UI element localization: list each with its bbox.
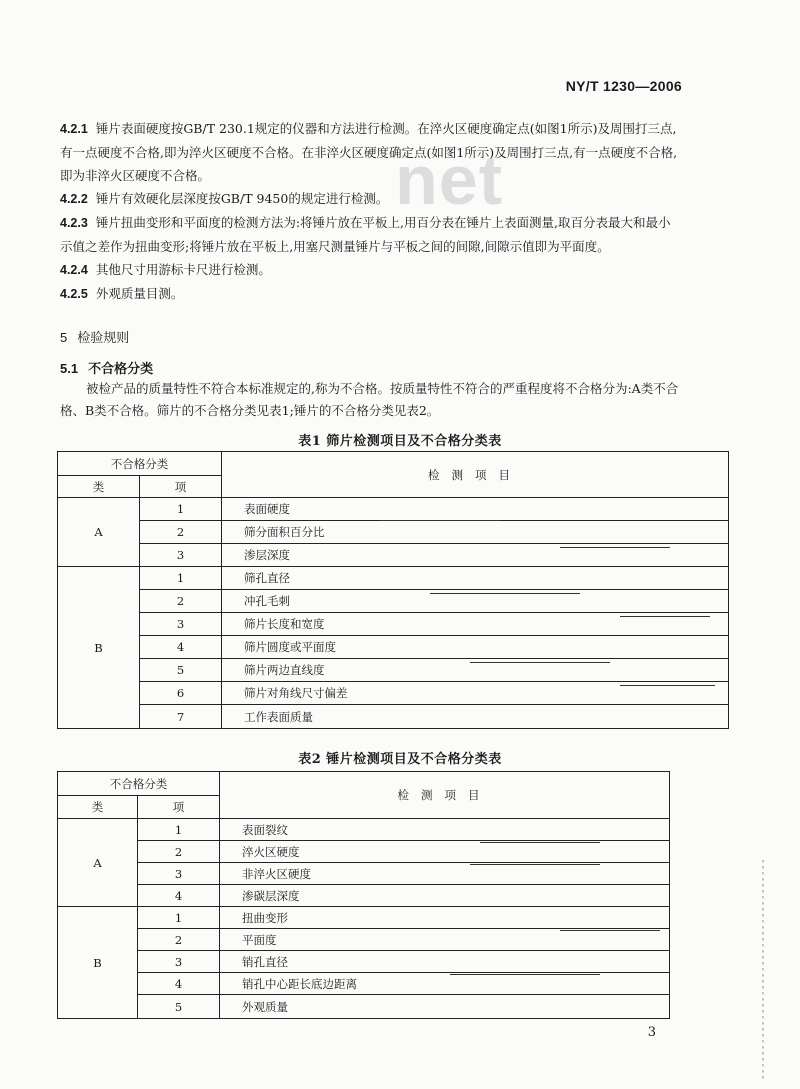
table-row	[58, 929, 670, 951]
item-name: 渗碳层深度	[220, 885, 670, 907]
clause-number: 4.2.2	[60, 192, 88, 206]
item-number: 3	[138, 951, 220, 973]
header-class: 类	[58, 796, 138, 819]
clause-number: 4.2.5	[60, 287, 88, 301]
clause-number: 4.2.4	[60, 263, 88, 277]
item-name: 扭曲变形	[220, 907, 670, 929]
clause-text: 锤片表面硬度按GB/T 230.1规定的仪器和方法进行检测。在淬火区硬度确定点(如图1所示)及周围打三点,有一点硬度不合格,即为淬火区硬度不合格。在非淬火区硬度确定点(如图1所示)及周围打三点,有一点硬度不合格,即为非淬火区硬度不合格。	[60, 121, 678, 183]
scan-line	[450, 974, 600, 975]
item-name: 销孔中心距长底边距离	[220, 973, 670, 995]
item-number: 4	[138, 885, 220, 907]
item-name: 筛孔直径	[222, 567, 729, 590]
table-row	[58, 498, 729, 521]
clause-4-2-3	[60, 211, 682, 258]
clause-4-2-2	[60, 187, 682, 211]
table-row	[58, 973, 670, 995]
item-name: 平面度	[220, 929, 670, 951]
item-number: 2	[140, 590, 222, 613]
item-number: 2	[138, 929, 220, 951]
header-items: 检测项目	[222, 452, 729, 498]
item-name: 筛分面积百分比	[222, 521, 729, 544]
standard-number: NY/T 1230—2006	[565, 78, 682, 94]
table-row	[58, 995, 670, 1019]
header-class: 类	[58, 476, 140, 498]
table2	[57, 771, 670, 1019]
section-title: 不合格分类	[88, 362, 154, 377]
scan-line	[380, 520, 500, 521]
item-name: 渗层深度	[222, 544, 729, 567]
table1	[57, 451, 729, 729]
table-row	[58, 659, 729, 682]
table-row	[58, 590, 729, 613]
scan-edge-dots	[762, 860, 764, 1080]
item-name: 工作表面质量	[222, 705, 729, 729]
scan-line	[560, 930, 660, 931]
item-number: 6	[140, 682, 222, 705]
scan-line	[620, 616, 710, 617]
table-row	[58, 521, 729, 544]
item-name: 冲孔毛刺	[222, 590, 729, 613]
section-5-heading	[60, 327, 129, 346]
scan-line	[430, 593, 580, 594]
scan-line	[620, 685, 715, 686]
table-row	[58, 819, 670, 841]
item-number: 5	[138, 995, 220, 1019]
section-5-1-body: 被检产品的质量特性不符合本标准规定的,称为不合格。按质量特性不符合的严重程度将不合格分为:A类不合格、B类不合格。筛片的不合格分类见表1;锤片的不合格分类见表2。	[60, 381, 679, 418]
header-item: 项	[138, 796, 220, 819]
scan-line	[560, 547, 670, 548]
item-name: 筛片两边直线度	[222, 659, 729, 682]
table2-caption: 表2 锤片检测项目及不合格分类表	[298, 752, 502, 767]
item-name: 筛片长度和宽度	[222, 613, 729, 636]
item-number: 1	[140, 567, 222, 590]
item-name: 淬火区硬度	[220, 841, 670, 863]
clause-text: 锤片扭曲变形和平面度的检测方法为:将锤片放在平板上,用百分表在锤片上表面测量,取百分表最大和最小示值之差作为扭曲变形;将锤片放在平板上,用塞尺测量锤片与平板之间的间隙,间隙示值即为平面度。	[60, 215, 671, 254]
clause-number: 4.2.3	[60, 216, 88, 230]
scan-line	[470, 662, 610, 663]
clause-text: 锤片有效硬化层深度按GB/T 9450的规定进行检测。	[95, 191, 389, 206]
clause-text: 其他尺寸用游标卡尺进行检测。	[95, 262, 271, 277]
item-number: 4	[138, 973, 220, 995]
table-row	[58, 705, 729, 729]
scan-line	[470, 864, 600, 865]
clause-number: 4.2.1	[60, 122, 88, 136]
clause-4-2-1	[60, 117, 682, 187]
table-row	[58, 885, 670, 907]
table-row	[58, 907, 670, 929]
class-cell: A	[58, 498, 140, 567]
item-number: 1	[140, 498, 222, 521]
item-number: 1	[138, 819, 220, 841]
watermark: net	[395, 141, 503, 219]
class-cell: B	[58, 907, 138, 1019]
item-name: 销孔直径	[220, 951, 670, 973]
clause-4-2-5	[60, 282, 682, 306]
item-name: 筛片对角线尺寸偏差	[222, 682, 729, 705]
item-number: 1	[138, 907, 220, 929]
item-number: 3	[140, 544, 222, 567]
item-name: 外观质量	[220, 995, 670, 1019]
table-row	[58, 863, 670, 885]
table-row	[58, 951, 670, 973]
table-row	[58, 567, 729, 590]
scan-line	[480, 842, 600, 843]
page-number: 3	[647, 1025, 656, 1040]
item-number: 3	[138, 863, 220, 885]
section-number: 5	[60, 330, 68, 345]
clause-text: 外观质量目测。	[95, 286, 184, 301]
item-name: 表面硬度	[222, 498, 729, 521]
table-row	[58, 841, 670, 863]
item-number: 2	[140, 521, 222, 544]
table-row	[58, 636, 729, 659]
section-title: 检验规则	[77, 331, 130, 346]
item-name: 非淬火区硬度	[220, 863, 670, 885]
section-5-1-heading	[60, 358, 153, 377]
table1-caption: 表1 筛片检测项目及不合格分类表	[298, 434, 502, 449]
item-number: 5	[140, 659, 222, 682]
item-number: 4	[140, 636, 222, 659]
header-items: 检测项目	[220, 772, 670, 819]
item-number: 7	[140, 705, 222, 729]
class-cell: B	[58, 567, 140, 729]
item-name: 筛片圆度或平面度	[222, 636, 729, 659]
item-number: 2	[138, 841, 220, 863]
header-group: 不合格分类	[58, 452, 222, 476]
item-number: 3	[140, 613, 222, 636]
section-number: 5.1	[60, 361, 79, 376]
header-item: 项	[140, 476, 222, 498]
clause-4-2-4	[60, 258, 682, 282]
class-cell: A	[58, 819, 138, 907]
header-group: 不合格分类	[58, 772, 220, 796]
item-name: 表面裂纹	[220, 819, 670, 841]
clause-list	[60, 117, 682, 306]
